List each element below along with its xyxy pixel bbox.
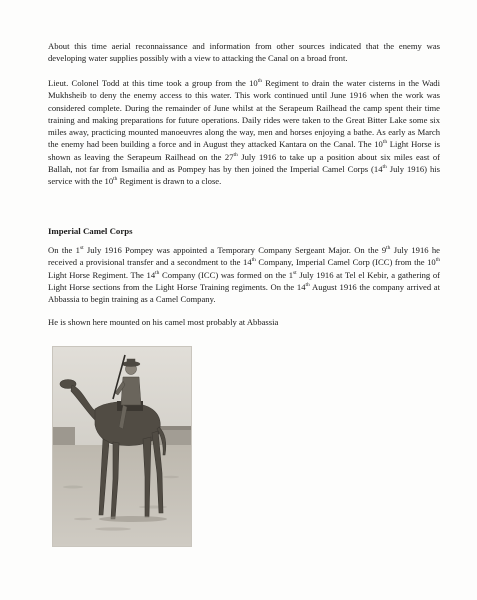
text-segment: July 1916 he received a provisional transfer and a secondment to the 14: [48, 245, 440, 268]
ordinal-suffix: th: [155, 269, 160, 276]
text-segment: Light Horse Regiment. The 14: [48, 269, 156, 280]
ordinal-suffix: th: [233, 151, 238, 158]
text-segment: August 1916 the company arrived at Abbassia to begin training as a Camel Company.: [48, 281, 441, 305]
text-segment: July 1916 to take up a position about six miles east of Ballah, not far from Ismailia and as Pompey has by then joined the Imperial Camel Corps (14: [48, 151, 440, 175]
paragraph-lieut-colonel-todd: [48, 77, 440, 188]
paragraph-photo-caption: [48, 316, 440, 328]
text-segment: Light Horse is shown as leaving the Serapeum Railhead on the 27: [48, 139, 440, 162]
text-segment: Regiment to drain the water cisterns in the Wadi Mukhsheib to deny the enemy access to this water. This work continued until June 1916 when the work was considered complete. During the remainder of June whilst at the Serapeum Railhead the camp spent their time training and making preparations for future operations. Daily rides were taken to the Great Bitter Lake some six miles away, practicing mounted manoeuvres along the way, men and horses enjoying a bathe. As early as March the enemy had been building a force and in August they attacked Kantara on the Canal. The 10: [48, 78, 440, 150]
ordinal-suffix: th: [435, 257, 440, 264]
text-segment: Company (ICC) was formed on the 1: [159, 269, 294, 280]
paragraph-camel-corps: [48, 244, 440, 305]
ordinal-suffix: th: [386, 245, 391, 252]
text-segment: On the 1: [48, 245, 80, 255]
rider-torso: [121, 377, 141, 405]
ordinal-suffix: st: [293, 269, 297, 276]
ordinal-suffix: th: [382, 139, 388, 146]
text-segment: Lieut. Colonel Todd at this time took a group from the 10: [48, 78, 258, 88]
paragraph-text: About this time aerial reconnaissance and information from other sources indicated that the enemy was developing water supplies possibly with a view to attacking the Canal on a broad front.: [48, 41, 440, 64]
ordinal-suffix: th: [305, 282, 310, 289]
camel-shadow: [99, 516, 167, 522]
photo-image: [53, 347, 191, 546]
paragraph-text: He is shown here mounted on his camel most probably at Abbassia: [48, 317, 279, 327]
text-segment: July 1916 at Tel el Kebir, a gathering of Light Horse sections from the Light Horse Training regiments. On the 14: [48, 269, 440, 292]
text-segment: Company, Imperial Camel Corp (ICC) from the 10: [255, 257, 436, 268]
photo-building: [53, 427, 75, 445]
ordinal-suffix: th: [382, 164, 387, 171]
photo-ground: [53, 445, 191, 546]
ordinal-suffix: st: [79, 245, 84, 252]
section-heading: Imperial Camel Corps: [48, 226, 133, 236]
text-segment: July 1916 Pompey was appointed a Temporary Company Sergeant Major. On the 9: [83, 245, 387, 255]
ordinal-suffix: th: [251, 257, 256, 264]
photo-soldier-on-camel: [52, 346, 192, 547]
text-segment: July 1916) his service with the 10: [48, 164, 440, 187]
paragraph-aerial-reconnaissance: [48, 40, 440, 65]
ordinal-suffix: th: [113, 176, 118, 183]
text-segment: Regiment is drawn to a close.: [117, 176, 222, 187]
ordinal-suffix: th: [257, 78, 262, 85]
